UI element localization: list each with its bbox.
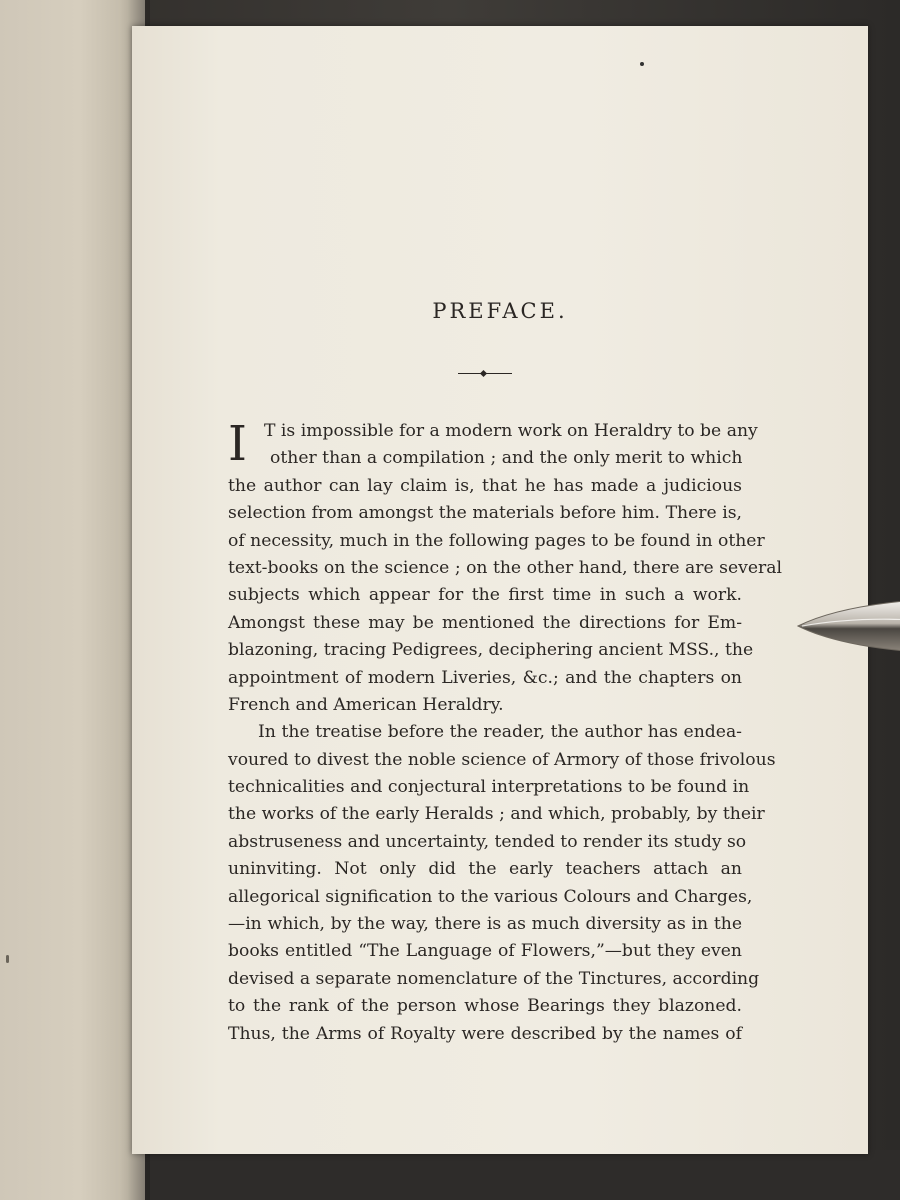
text-line: technicalities and conjectural interpretations to be found in [228,777,750,798]
text-line: uninviting. Not only did the early teachers attach an [228,859,742,880]
book-bottom-edge [130,1150,900,1200]
text-line: —in which, by the way, there is as much diversity as in the [228,914,742,935]
ink-speck [640,62,644,66]
ornament-diamond [480,370,487,377]
title-ornament [458,371,512,377]
pen-tip-pointer [796,598,900,656]
text-line: other than a compilation ; and the only merit to which [270,448,743,469]
text-line: In the treatise before the reader, the author has endea- [258,722,742,743]
text-line: blazoning, tracing Pedigrees, deciphering ancient MSS., the [228,640,754,661]
text-line: devised a separate nomenclature of the Tinctures, according [228,968,760,989]
text-line: books entitled “The Language of Flowers,”—but they even [228,941,742,962]
text-line: to the rank of the person whose Bearings they blazoned. [228,996,742,1017]
text-line: Thus, the Arms of Royalty were described by the names of [228,1023,742,1044]
text-line: the works of the early Heralds ; and which, probably, by their [228,804,765,825]
text-line: of necessity, much in the following pages to be found in other [228,530,765,551]
text-line: subjects which appear for the first time in such a work. [228,585,742,606]
text-line: T is impossible for a modern work on Heraldry to be any [264,421,758,441]
preface-page [132,26,868,1154]
text-line: appointment of modern Liveries, &c.; and the chapters on [228,667,742,688]
text-line: allegorical signification to the various Colours and Charges, [228,886,753,907]
text-line: text-books on the science ; on the other hand, there are several [228,557,782,578]
text-line: French and American Heraldry. [228,694,504,715]
text-line: voured to divest the noble science of Armory of those frivolous [228,749,776,770]
text-line: selection from amongst the materials before him. There is, [228,503,742,524]
preface-body [228,416,782,1048]
text-line: the author can lay claim is, that he has made a judicious [228,475,742,496]
drop-cap: I [228,416,247,472]
text-line: abstruseness and uncertainty, tended to render its study so [228,831,747,852]
text-line: Amongst these may be mentioned the directions for Em- [228,612,742,633]
page-title: PREFACE. [432,299,568,323]
left-page-speck [6,955,9,963]
